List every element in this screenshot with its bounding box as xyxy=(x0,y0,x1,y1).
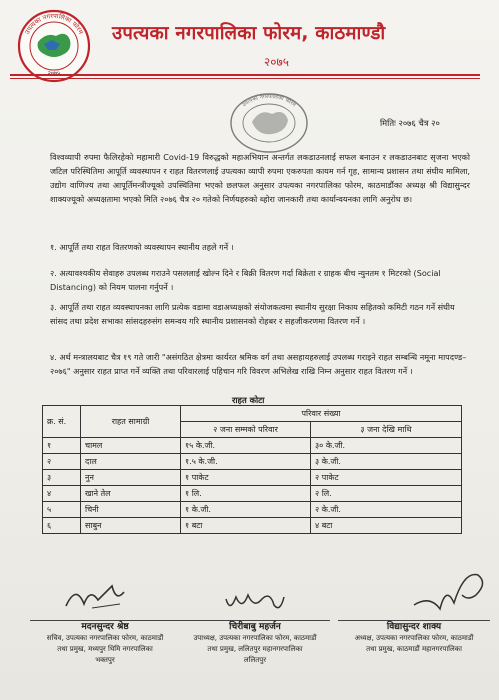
table-row xyxy=(43,454,462,470)
page-title: उपत्यका नगरपालिका फोरम, काठमाण्डौ xyxy=(112,23,386,44)
point-2: २. अत्यावश्यकीय सेवाहरु उपलब्ध गराउने पसललाई खोल्न दिने र बिक्री वितरण गर्दा बिक्रेता र ग्राहक बीच न्युनतम १ मिटरको (Social Distancing) को नियम पालना गर्नुपर्ने । xyxy=(50,268,441,292)
table-header-row xyxy=(43,406,462,422)
cell-small: १.५ के.जी. xyxy=(181,454,311,470)
header-year: २०७५ xyxy=(264,55,289,69)
signatory-name: चिरीबाबु महर्जन xyxy=(180,620,330,633)
cell-sn: ५ xyxy=(43,502,81,518)
cell-small: १ लि. xyxy=(181,486,311,502)
forum-logo xyxy=(12,8,96,84)
cell-item: चामल xyxy=(81,438,181,454)
svg-text:उपत्यका नगरपालिका फोरम xyxy=(241,93,297,109)
point-1: १. आपूर्ति तथा राहत वितरणको व्यवस्थापन स्थानीय तहले गर्ने । xyxy=(50,242,234,252)
signatory-line: तथा प्रमुख, काठमाडौं महानगरपालिका xyxy=(366,645,462,653)
signature-2 xyxy=(222,585,288,617)
cell-small: १ के.जी. xyxy=(181,502,311,518)
cell-sn: ३ xyxy=(43,470,81,486)
header-rule xyxy=(10,74,480,76)
table-row xyxy=(43,486,462,502)
signatory-1 xyxy=(30,620,180,666)
table-caption: राहत कोटा xyxy=(232,395,265,405)
col-item-header: राहत सामाग्री xyxy=(81,406,181,438)
signatory-line: तथा प्रमुख, मध्यपुर थिमि नगरपालिका xyxy=(57,645,153,653)
cell-item: खाने तेल xyxy=(81,486,181,502)
table-row xyxy=(43,470,462,486)
col-small-family-header: २ जना सम्मको परिवार xyxy=(181,422,311,438)
signature-3 xyxy=(410,565,490,615)
signatory-name: मदनसुन्दर श्रेष्ठ xyxy=(30,620,180,633)
cell-item: चिनी xyxy=(81,502,181,518)
cell-item: नुन xyxy=(81,470,181,486)
cell-large: २ के.जी. xyxy=(311,502,462,518)
signature-1 xyxy=(62,578,132,614)
signatory-line: अध्यक्ष, उपत्यका नगरपालिका फोरम, काठमाडौं xyxy=(354,634,474,642)
cell-small: १५ के.जी. xyxy=(181,438,311,454)
signatory-line: तथा प्रमुख, ललितपुर महानगरपालिका xyxy=(207,645,303,653)
table-row xyxy=(43,502,462,518)
cell-large: २ पाकेट xyxy=(311,470,462,486)
signatory-2 xyxy=(180,620,330,666)
col-family-header: परिवार संख्या xyxy=(181,406,462,422)
col-large-family-header: ३ जना देखि माथि xyxy=(311,422,462,438)
cell-large: २ लि. xyxy=(311,486,462,502)
relief-quota-table xyxy=(42,405,462,534)
letter-date: मितिः २०७६ चैत्र २० xyxy=(380,118,440,128)
cell-large: ३ के.जी. xyxy=(311,454,462,470)
cell-large: ३० के.जी. xyxy=(311,438,462,454)
signatory-line: उपाध्यक्ष, उपत्यका नगरपालिका फोरम, काठमाडौं xyxy=(193,634,317,642)
stamp-text: उपत्यका नगरपालिका फोरम xyxy=(241,93,297,109)
cell-item: साबुन xyxy=(81,518,181,534)
table-row xyxy=(43,518,462,534)
signatory-3 xyxy=(338,620,490,655)
header-rule-thin xyxy=(10,78,480,79)
signatory-line: सचिव, उपत्यका नगरपालिका फोरम, काठमाडौं xyxy=(46,634,164,642)
cell-sn: ६ xyxy=(43,518,81,534)
table-row xyxy=(43,438,462,454)
cell-item: दाल xyxy=(81,454,181,470)
cell-small: १ पाकेट xyxy=(181,470,311,486)
signatory-line: ललितपुर xyxy=(243,656,267,664)
point-4: ४. अर्थ मन्त्रालयबाट चैत्र १९ गते जारी "असंगठित क्षेत्रमा कार्यरत श्रमिक वर्ग तथा असहायहरुलाई उपलब्ध गराइने राहत सम्बन्धि नमूना मापदण्ड–२०७६" अनुसार राहत प्राप्त गर्ने व्यक्ति तथा परिवारलाई पहिचान गरि विवरण अभिलेख राखि निम्न अनुसार राहत वितरण गर्ने । xyxy=(50,352,467,376)
point-3: ३. आपूर्ति तथा राहत व्यवस्थापनका लागि प्रत्येक वडामा वडाअध्यक्षको संयोजकत्वमा स्थानीय सुरक्षा निकाय सहितको कमिटी गठन गर्ने संघीय सांसद तथा प्रदेश सभाका सांसदहरुसंग समन्वय गरि स्थानीय प्रशासनको रोहबर र सहजीकरणमा वितरण गर्ने । xyxy=(50,302,455,326)
intro-paragraph: विश्वव्यापी रुपमा फैलिरहेको महामारी Covid-19 विरुद्धको महाअभियान अन्तर्गत लकडाउनलाई सफल बनाउन र लकडाउनबाट सृजना भएको जटिल परिस्थितिमा आपूर्ति व्यवस्थापन र राहत वितरणलाई उपत्यका व्यापी रुपमा एकरुपता कायम गर्न गृह, सामान्य प्रशासन तथा संघीय मामिला, उद्योग वाणिज्य तथा आपूर्तिमन्त्रीज्यूको उपस्थितिमा भएको छलफल अनुसार उपत्यका नगरपालिका फोरम, काठमाडौंका अध्यक्ष श्री विद्यासुन्दर शाक्यज्यूको अध्यक्षतामा भएको मिति २०७६ चैत्र २० गतेको निर्णयहरुको ब्होरा जानकारी तथा कार्यान्वयनका लागि अनुरोध छ। xyxy=(50,152,470,204)
cell-small: १ बटा xyxy=(181,518,311,534)
col-sn-header: क्र. सं. xyxy=(43,406,81,438)
logo-text: उपत्यका नगरपालिका फोरम xyxy=(23,11,85,36)
cell-sn: १ xyxy=(43,438,81,454)
cell-large: ४ बटा xyxy=(311,518,462,534)
signatory-name: विद्यासुन्दर शाक्य xyxy=(338,620,490,633)
office-stamp xyxy=(228,92,310,154)
cell-sn: ४ xyxy=(43,486,81,502)
signatory-line: भक्तपुर xyxy=(95,656,115,664)
cell-sn: २ xyxy=(43,454,81,470)
